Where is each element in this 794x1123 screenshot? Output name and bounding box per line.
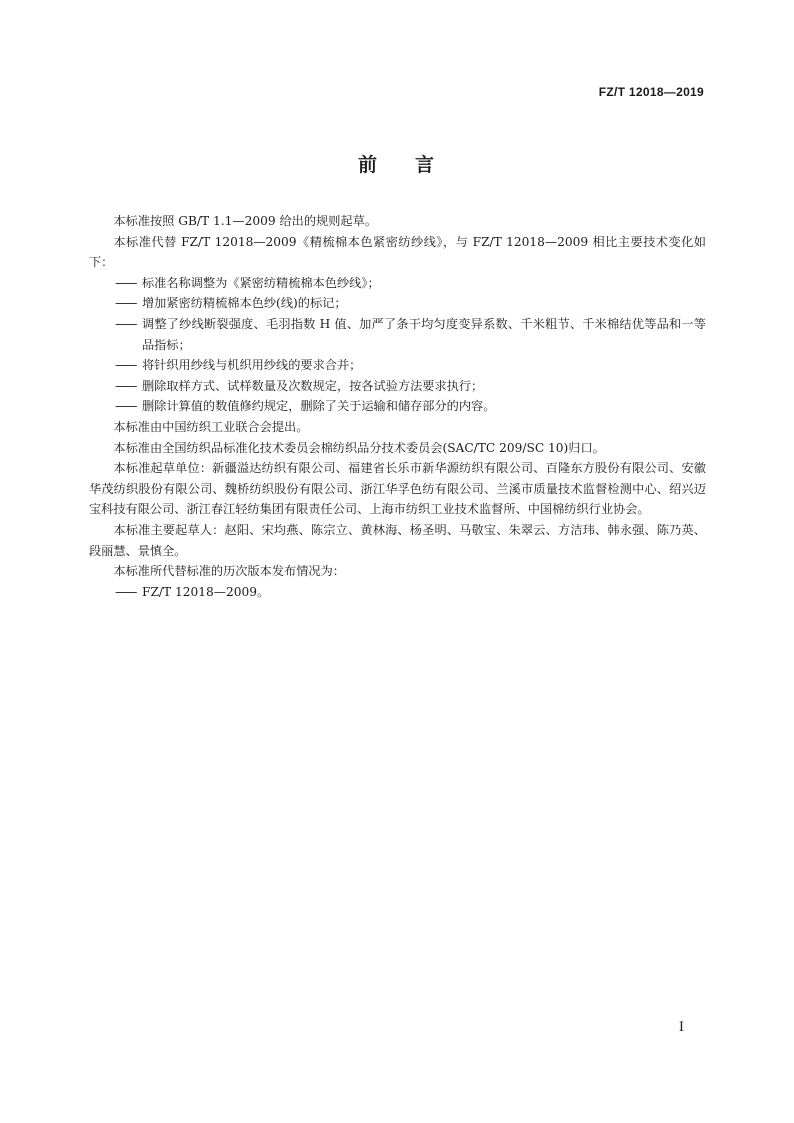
change-item [89,396,706,417]
change-item [89,355,706,376]
change-item [89,314,706,355]
page-title [0,150,794,177]
history-item [89,582,706,603]
dash-mark: —— [115,275,136,290]
dash-mark: —— [115,399,136,414]
change-item-text: 将针织用纱线与机织用纱线的要求合并； [142,358,362,373]
history-item-text: FZ/T 12018—2009。 [142,584,270,599]
page-number: I [678,1020,684,1035]
paragraph-committee: 本标准由全国纺织品标准化技术委员会棉纺织品分技术委员会(SAC/TC 209/SC 10)归口。 [113,440,605,455]
change-item-text: 删除取样方式、试样数量及次数规定，按各试验方法要求执行； [142,378,484,393]
change-item-text: 删除计算值的数值修约规定，删除了关于运输和储存部分的内容。 [142,399,496,414]
change-item [89,293,706,314]
dash-mark: —— [115,358,136,373]
dash-mark: —— [115,584,136,599]
change-item-text: 增加紧密纺精梳棉本色纱(线)的标记； [142,296,347,311]
change-item-text: 标准名称调整为《紧密纺精梳棉本色纱线》； [142,275,380,290]
paragraph-drafting-rules: 本标准按照 GB/T 1.1—2009 给出的规则起草。 [113,214,377,228]
paragraph-proposer: 本标准由中国纺织工业联合会提出。 [113,419,309,434]
paragraph-drafting-units: 本标准起草单位：新疆溢达纺织有限公司、福建省长乐市新华源纺织有限公司、百隆东方股份有限公司、安徽华茂纺织股份有限公司、魏桥纺织股份有限公司、浙江华孚色纺有限公司、兰溪市质量技术监督检测中心、绍兴迈宝科技有限公司、浙江春江轻纺集团有限责任公司、上海市纺织工业技术监督所、中国棉纺织行业协会。 [89,461,706,517]
change-item [89,273,706,294]
dash-mark: —— [115,316,136,331]
paragraph-replacement: 本标准代替 FZ/T 12018—2009《精梳棉本色紧密纺纱线》，与 FZ/T 12018—2009 相比主要技术变化如下： [89,234,706,270]
paragraph-history: 本标准所代替标准的历次版本发布情况为： [113,564,345,579]
change-item-text: 调整了纱线断裂强度、毛羽指数 H 值、加严了条干均匀度变异系数、千米粗节、千米棉结优等品和一等品指标； [142,316,706,352]
title-char-2: 言 [415,154,437,176]
standard-code: FZ/T 12018—2019 [598,85,704,99]
dash-mark: —— [115,378,136,393]
paragraph-drafters: 本标准主要起草人：赵阳、宋均燕、陈宗立、黄林海、杨圣明、马敬宝、朱翠云、方洁玮、韩永强、陈乃英、段丽慧、景慎全。 [89,522,706,558]
change-item [89,376,706,397]
title-char-1: 前 [357,154,379,176]
dash-mark: —— [115,296,136,311]
foreword-body [89,211,706,602]
